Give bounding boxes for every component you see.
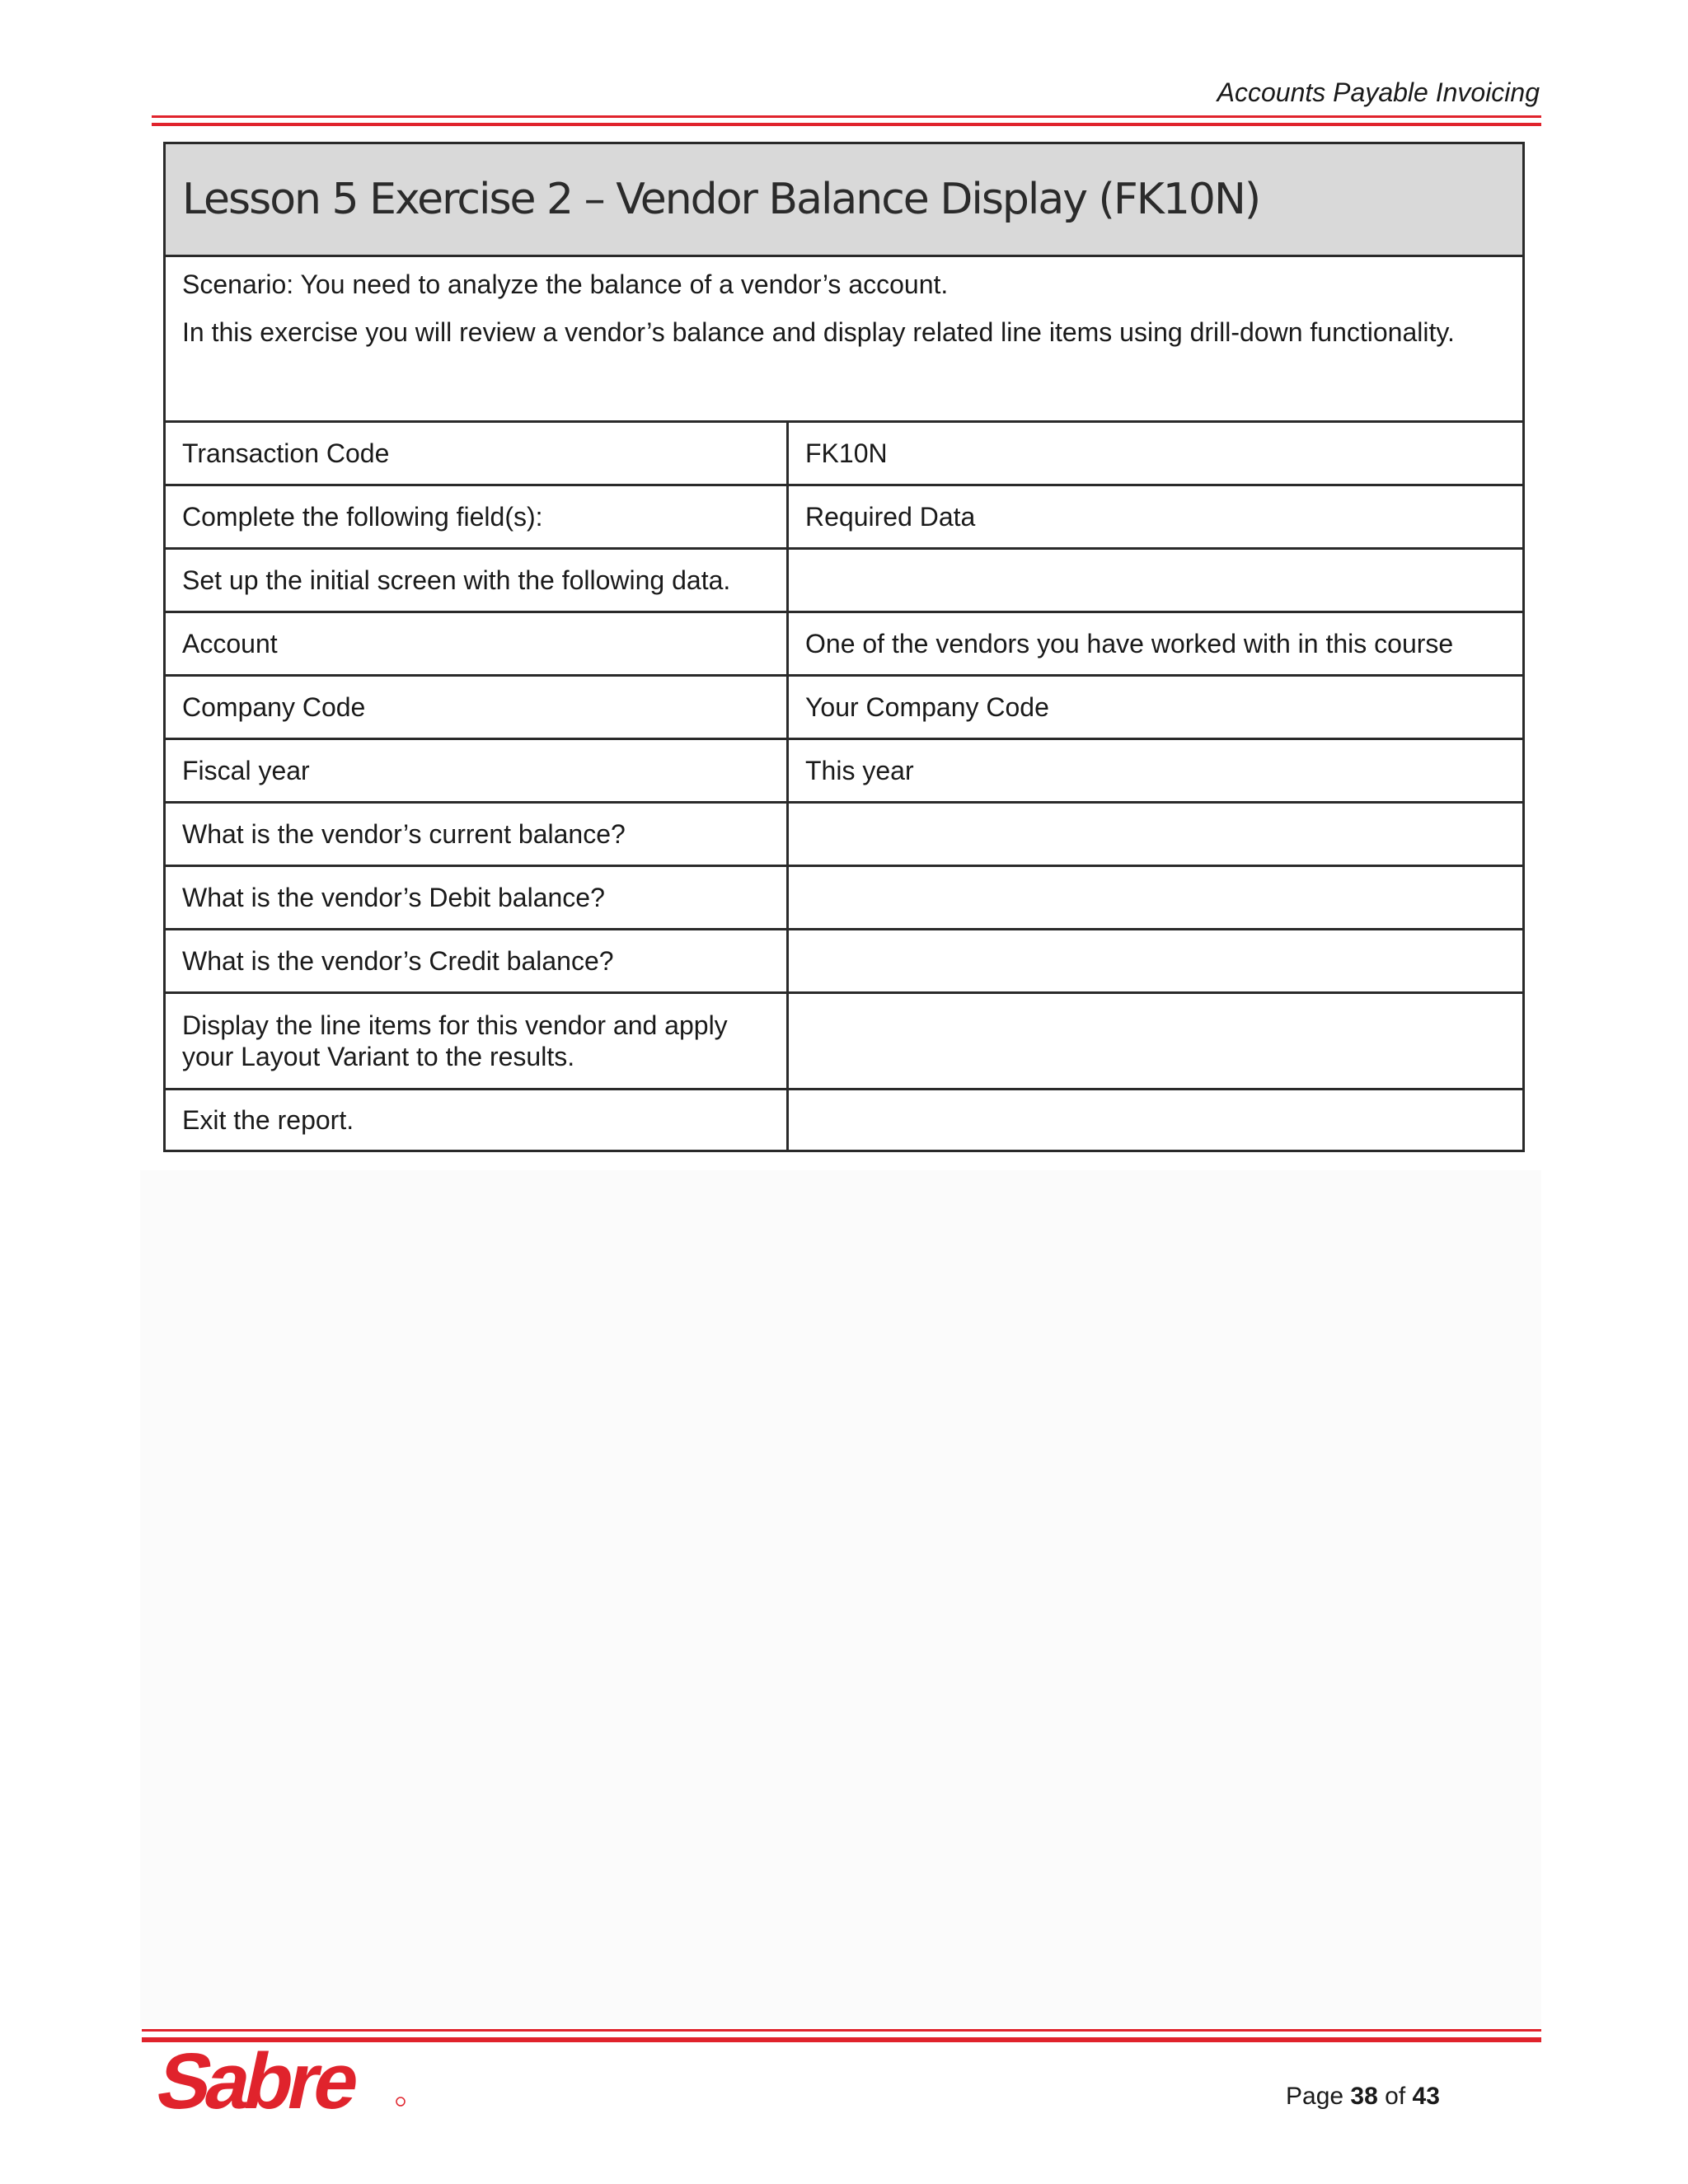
table-row: [165, 612, 1524, 676]
table-row: [165, 676, 1524, 739]
row-label: What is the vendor’s current balance?: [165, 803, 788, 866]
table-row: [165, 930, 1524, 993]
running-header: Accounts Payable Invoicing: [1217, 77, 1540, 107]
row-label: Transaction Code: [165, 422, 788, 485]
answer-cell: [788, 930, 1524, 993]
table-row: [165, 1090, 1524, 1151]
row-label: Display the line items for this vendor and apply your Layout Variant to the results.: [165, 993, 788, 1090]
row-value: Your Company Code: [788, 676, 1524, 739]
row-label: Exit the report.: [165, 1090, 788, 1151]
row-label: Set up the initial screen with the following data.: [165, 549, 788, 612]
answer-cell: [788, 803, 1524, 866]
page-background: [140, 1170, 1541, 2027]
row-value: [788, 549, 1524, 612]
row-label: Fiscal year: [165, 739, 788, 803]
scenario-text: Scenario: You need to analyze the balance of a vendor’s account.: [182, 269, 949, 299]
header-rule-thick: [152, 123, 1541, 126]
table-row: [165, 803, 1524, 866]
row-label: What is the vendor’s Credit balance?: [165, 930, 788, 993]
footer-rule-thin: [142, 2029, 1541, 2032]
answer-cell: [788, 993, 1524, 1090]
row-value: This year: [788, 739, 1524, 803]
row-value: FK10N: [788, 422, 1524, 485]
row-label: Company Code: [165, 676, 788, 739]
header-rule-thin: [152, 115, 1541, 118]
page-label: Page: [1286, 2083, 1344, 2110]
exercise-description: In this exercise you will review a vendor’s balance and display related line items using drill-down functionality.: [182, 317, 1455, 347]
table-row: [165, 422, 1524, 485]
table-row: [165, 866, 1524, 930]
table-row: [165, 549, 1524, 612]
exercise-title: Lesson 5 Exercise 2 – Vendor Balance Display (FK10N): [165, 143, 1524, 256]
table-row: [165, 739, 1524, 803]
scenario-cell: [165, 256, 1524, 422]
answer-cell: [788, 866, 1524, 930]
table-row: [165, 485, 1524, 549]
page-number: [1286, 2083, 1440, 2111]
logo-wordmark: Sabre: [149, 2036, 364, 2125]
exercise-table: [163, 142, 1525, 1152]
row-value: Required Data: [788, 485, 1524, 549]
row-label: Complete the following field(s):: [165, 485, 788, 549]
sabre-logo: [148, 2036, 412, 2126]
answer-cell: [788, 1090, 1524, 1151]
table-row: [165, 993, 1524, 1090]
page-total: 43: [1412, 2083, 1440, 2110]
scenario-row: [165, 256, 1524, 422]
row-label: What is the vendor’s Debit balance?: [165, 866, 788, 930]
row-label: Account: [165, 612, 788, 676]
page-current: 38: [1350, 2083, 1378, 2110]
row-value: One of the vendors you have worked with in this course: [788, 612, 1524, 676]
registered-mark-icon: [396, 2097, 405, 2106]
page-of: of: [1385, 2083, 1406, 2110]
title-row: [165, 143, 1524, 256]
